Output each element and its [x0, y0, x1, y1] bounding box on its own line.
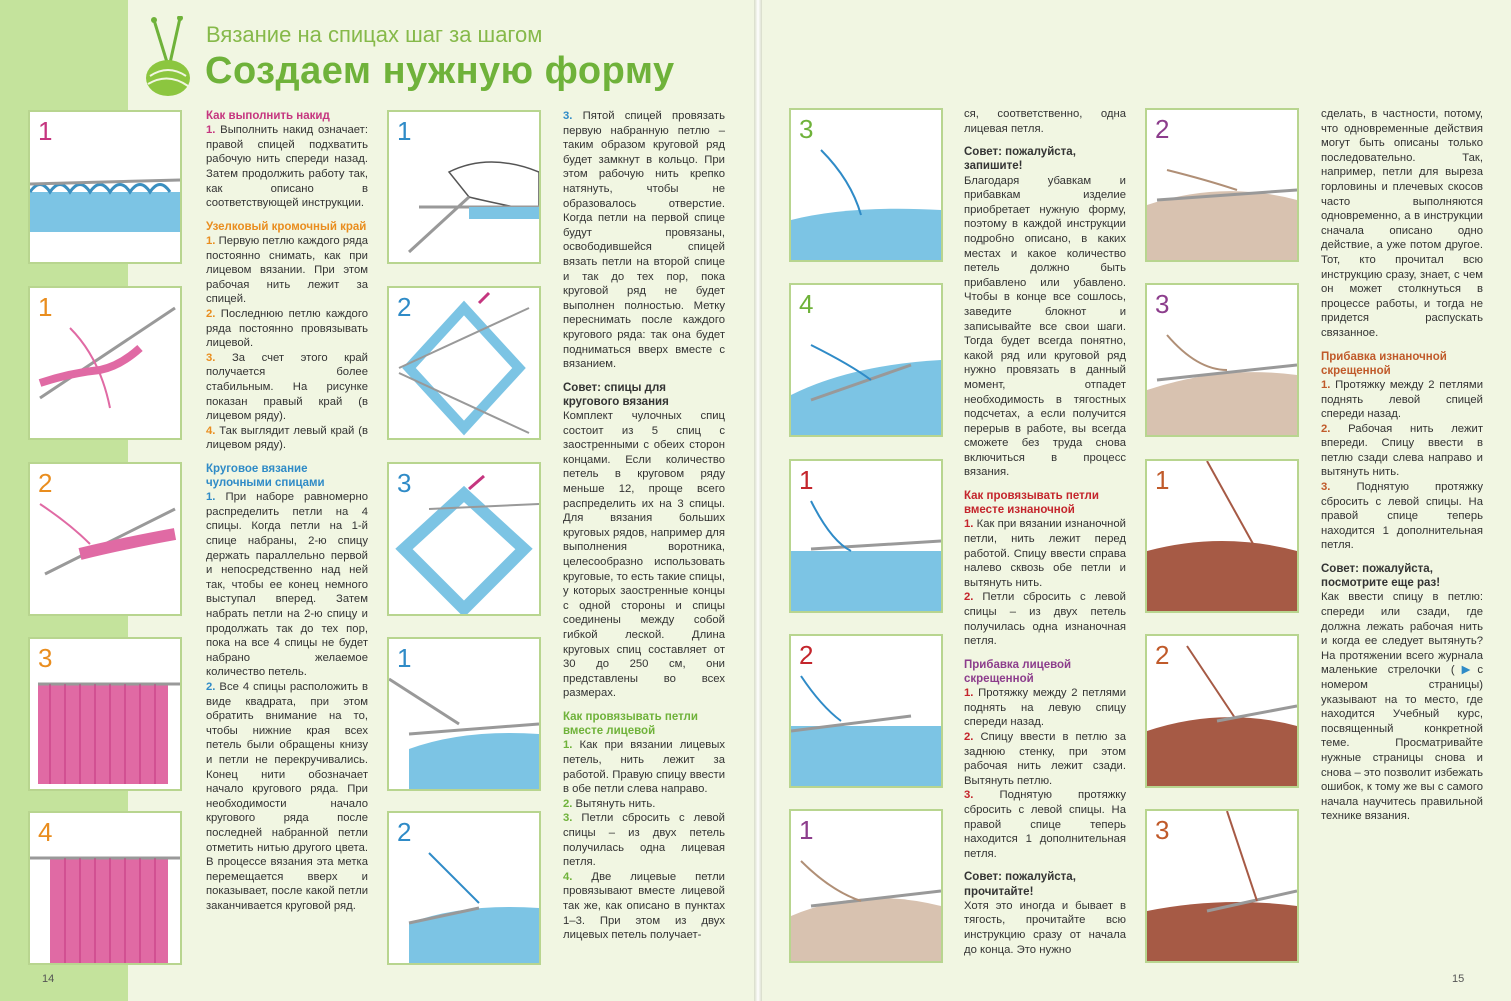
illustration-panel	[28, 811, 182, 965]
section-heading: Прибавка лицевой скрещенной	[964, 658, 1072, 686]
step-number: 1	[799, 465, 814, 495]
knitting-edge-illustration-icon	[30, 112, 180, 262]
step-number: 1	[38, 116, 53, 146]
step-number: 2	[799, 640, 814, 670]
yarn-ball-logo-icon	[140, 16, 200, 100]
step-number: 3	[397, 468, 412, 498]
section-heading: Круговое вязание чулочными спицами	[206, 462, 325, 490]
section-heading: Узелковый кромочный край	[206, 220, 367, 233]
step-number: 1	[397, 643, 412, 673]
step-number: 3	[1155, 289, 1170, 319]
increase-illustration-icon	[791, 811, 941, 961]
illustration-panel	[1145, 108, 1299, 262]
illustration-panel	[387, 286, 541, 440]
text-column-1: Как выполнить накид 1. Выполнить накид означает: правой спицей подхватить рабочую нить спереди назад. Затем продолжить работу так, как описано в соответствующей инструкции. Узелковый кромочный край 1. Первую петлю каждого ряда постоянно снимать, как при лицевом вязании. При этом рабочая нить лежит за спицей. 2. Последнюю петлю каждого ряда постоянно провязывать лицевой. 3. За счет этого край получается более стабильным. На рисунке показан правый край (в лицевом ряду). 4. Так выглядит левый край (в лицевом ряду). Круговое вязание чулочными спицами 1. При наборе равномерно распределить петли на 4 спицы. Когда петли на 1-й спице набраны, 2-ю спицу держать параллельно первой и непосредственно над ней так, чтобы ее конец немного выступал вперед. Затем набрать петли на 2-ю спицу и продолжать так до тех пор, пока на все 4 спицы не будет набрано желаемое количество петель. 2. Все 4 спицы расположить в виде квадрата, при этом обратить внимание на то, чтобы нижние края всех петель были обращены книзу и петли не перекручивались. Конец нити обозначает начало кругового ряда. При необходимости начало кругового ряда после последней набранной петли отметить нитью другого цвета. В процессе вязания эта метка перемещается вверх и показывает, после какой петли заканчивается круговой ряд.	[206, 110, 368, 912]
step-number: 2	[397, 292, 412, 322]
section-heading: Прибавка изнаночной скрещенной	[1321, 350, 1447, 377]
illustration-panel	[28, 637, 182, 791]
knitted-fabric-illustration-icon	[30, 639, 180, 789]
illustration-panel	[387, 462, 541, 616]
page-number: 15	[1452, 973, 1465, 985]
edge-stitch-illustration-icon	[30, 288, 180, 438]
series-subtitle: Вязание на спицах шаг за шагом	[206, 22, 543, 47]
page-reference-arrow-icon: ▶	[1454, 664, 1478, 677]
book-gutter	[754, 0, 762, 1001]
text-column-3: ся, соответственно, одна лицевая петля. Совет: пожалуйста, запишите! Благодаря убавкам и прибавкам изделие приобретает нужную форму, поэтому в каждой инструкции подробно описано, в каких местах и какое количество петель должно быть прибавлено или убавлено. Чтобы в конце все сошлось, заведите блокнот и записывайте все свои шаги. Тогда будет всегда понятно, какой ряд или круговой ряд нужно провязать в данный момент, отпадет необходимость в тягостных подсчетах, а если получится перерыв в работе, вы всегда сможете без труда снова включиться в процесс вязания. Как провязывать петли вместе изнаночной 1. Как при вязании изнаночной петли, нить лежит перед работой. Спицу ввести справа налево сквозь обе петли и вытянуть нить. 2. Петли сбросить с левой спицы – из двух петель получилась одна изнаночная петля. Прибавка лицевой скрещенной 1. Протяжку между 2 петлями поднять на левую спицу спереди назад. 2. Спицу ввести в петлю за заднюю стенку, при этом рабочая нить лежит сзади. Вытянуть петлю. 3. Поднятую протяжку сбросить с левой спицы. На правой спице теперь находится 1 дополнительная петля. Совет: пожалуйста, прочитайте! Хотя это иногда и бывает в тягость, прочитайте всю инструкцию сразу от начала до конца. Это нужно	[964, 108, 1126, 956]
step-number: 2	[38, 468, 53, 498]
purl-increase-illustration-icon	[1147, 636, 1297, 786]
section-heading: Совет: пожалуйста, посмотрите еще раз!	[1321, 563, 1441, 590]
edge-stitch-illustration-icon	[30, 464, 180, 614]
illustration-panel	[1145, 283, 1299, 437]
knit-together-illustration-icon	[389, 813, 539, 963]
needles-square-illustration-icon	[389, 288, 539, 438]
knitted-fabric-illustration-icon	[30, 813, 180, 963]
illustration-panel	[387, 110, 541, 264]
illustration-panel	[789, 283, 943, 437]
illustration-panel	[1145, 809, 1299, 963]
section-heading: Как провязывать петли вместе лицевой	[563, 710, 698, 738]
illustration-panel	[28, 286, 182, 440]
purl-together-illustration-icon	[791, 461, 941, 611]
illustration-panel	[387, 811, 541, 965]
step-number: 1	[1155, 465, 1170, 495]
section-heading: Совет: спицы для кругового вязания	[563, 381, 669, 408]
knit-together-illustration-icon	[389, 639, 539, 789]
step-number: 3	[1155, 815, 1170, 845]
illustration-panel	[28, 110, 182, 264]
illustration-panel	[789, 108, 943, 262]
section-heading: Как выполнить накид	[206, 110, 330, 122]
decrease-illustration-icon	[791, 285, 941, 435]
illustration-panel	[1145, 459, 1299, 613]
decrease-illustration-icon	[791, 110, 941, 260]
increase-illustration-icon	[1147, 110, 1297, 260]
needles-square-illustration-icon	[389, 464, 539, 614]
right-page	[762, 0, 1511, 1001]
page-title: Создаем нужную форму	[205, 50, 675, 92]
illustration-panel	[387, 637, 541, 791]
section-heading: Совет: пожалуйста, прочитайте!	[964, 871, 1076, 898]
purl-increase-illustration-icon	[1147, 811, 1297, 961]
step-number: 1	[397, 116, 412, 146]
step-number: 4	[799, 289, 814, 319]
section-heading: Как провязывать петли вместе изнаночной	[964, 490, 1099, 517]
text-column-4: сделать, в частности, потому, что одновременные действия могут быть описаны только последовательно. Так, например, петли для выреза горловины и плечевых скосов часто выполняются одновременно, а в инструкции сначала описано одно действие, а уже потом другое. Тот, кто прочитал всю инструкцию сразу, знает, с чем он может столкнуться в процессе работы, и тогда не придется распускать связанное. Прибавка изнаночной скрещенной 1. Протяжку между 2 петлями поднять левой спицей спереди назад. 2. Рабочая нить лежит впереди. Спицу ввести в петлю сзади слева направо и вытянуть нить. 3. Поднятую протяжку сбросить с левой спицы. На правой спице теперь находится 1 дополнительная петля. Совет: пожалуйста, посмотрите еще раз! Как ввести спицу в петлю: спереди или сзади, где должна лежать рабочая нить и когда ее следует вытянуть? На протяжении всего журнала маленькие стрелочки (▶с номером страницы) указывают на то место, где находится Учебный курс, посвященный конкретной теме. Просматривайте нужные страницы снова и снова – это позволит избежать ошибок, к тому же вы с самого начала научитесь правильной технике вязания.	[1321, 108, 1483, 823]
illustration-panel	[789, 459, 943, 613]
illustration-panel	[28, 462, 182, 616]
left-page	[0, 0, 754, 1001]
text-column-2: 3. Пятой спицей провязать первую набранную петлю – таким образом круговой ряд будет замкнут в кольцо. При этом рабочую нить крепко натянуть, чтобы не образовалось отверстие. Когда петли на первой спице будут провязаны, освободившейся спицей вязать петли на второй спице и так до тех пор, пока круговой ряд не будет выполнен полностью. Метку переснимать после каждого кругового ряда: так она будет подниматься вверх вместе с вязанием. Совет: спицы для кругового вязания Комплект чулочных спиц состоит из 5 спиц с заостренными с обеих сторон концами. Если количество петель в круговом ряду меньше 12, проще всего распределить их на 3 спицы. Для вязания больших круговых рядов, например для выполнения воротника, целесообразно использовать круговые, то есть такие спицы, у которых заостренные концы с одной стороны и спицы соединены между собой гибкой леской. Длина круговых спиц составляет от 30 до 250 см, они представлены во всех размерах. Как провязывать петли вместе лицевой 1. Как при вязании лицевых петель, нить лежит за работой. Правую спицу ввести в обе петли слева направо. 2. Вытянуть нить. 3. Петли сбросить с левой спицы – из двух петель получилась одна лицевая петля. 4. Две лицевые петли провязывают вместе лицевой так же, как описано в пунктах 1–3. При этом из двух лицевых петель получает-	[563, 110, 725, 942]
illustration-panel	[1145, 634, 1299, 788]
step-number: 2	[1155, 114, 1170, 144]
page-number: 14	[42, 973, 55, 985]
step-number: 1	[799, 815, 814, 845]
step-number: 4	[38, 817, 53, 847]
illustration-panel	[789, 809, 943, 963]
needles-hand-illustration-icon	[389, 112, 539, 262]
step-number: 2	[1155, 640, 1170, 670]
section-heading: Совет: пожалуйста, запишите!	[964, 146, 1076, 173]
purl-together-illustration-icon	[791, 636, 941, 786]
illustration-panel	[789, 634, 943, 788]
purl-increase-illustration-icon	[1147, 461, 1297, 611]
step-number: 2	[397, 817, 412, 847]
step-number: 1	[38, 292, 53, 322]
step-number: 3	[38, 643, 53, 673]
step-number: 3	[799, 114, 814, 144]
increase-illustration-icon	[1147, 285, 1297, 435]
